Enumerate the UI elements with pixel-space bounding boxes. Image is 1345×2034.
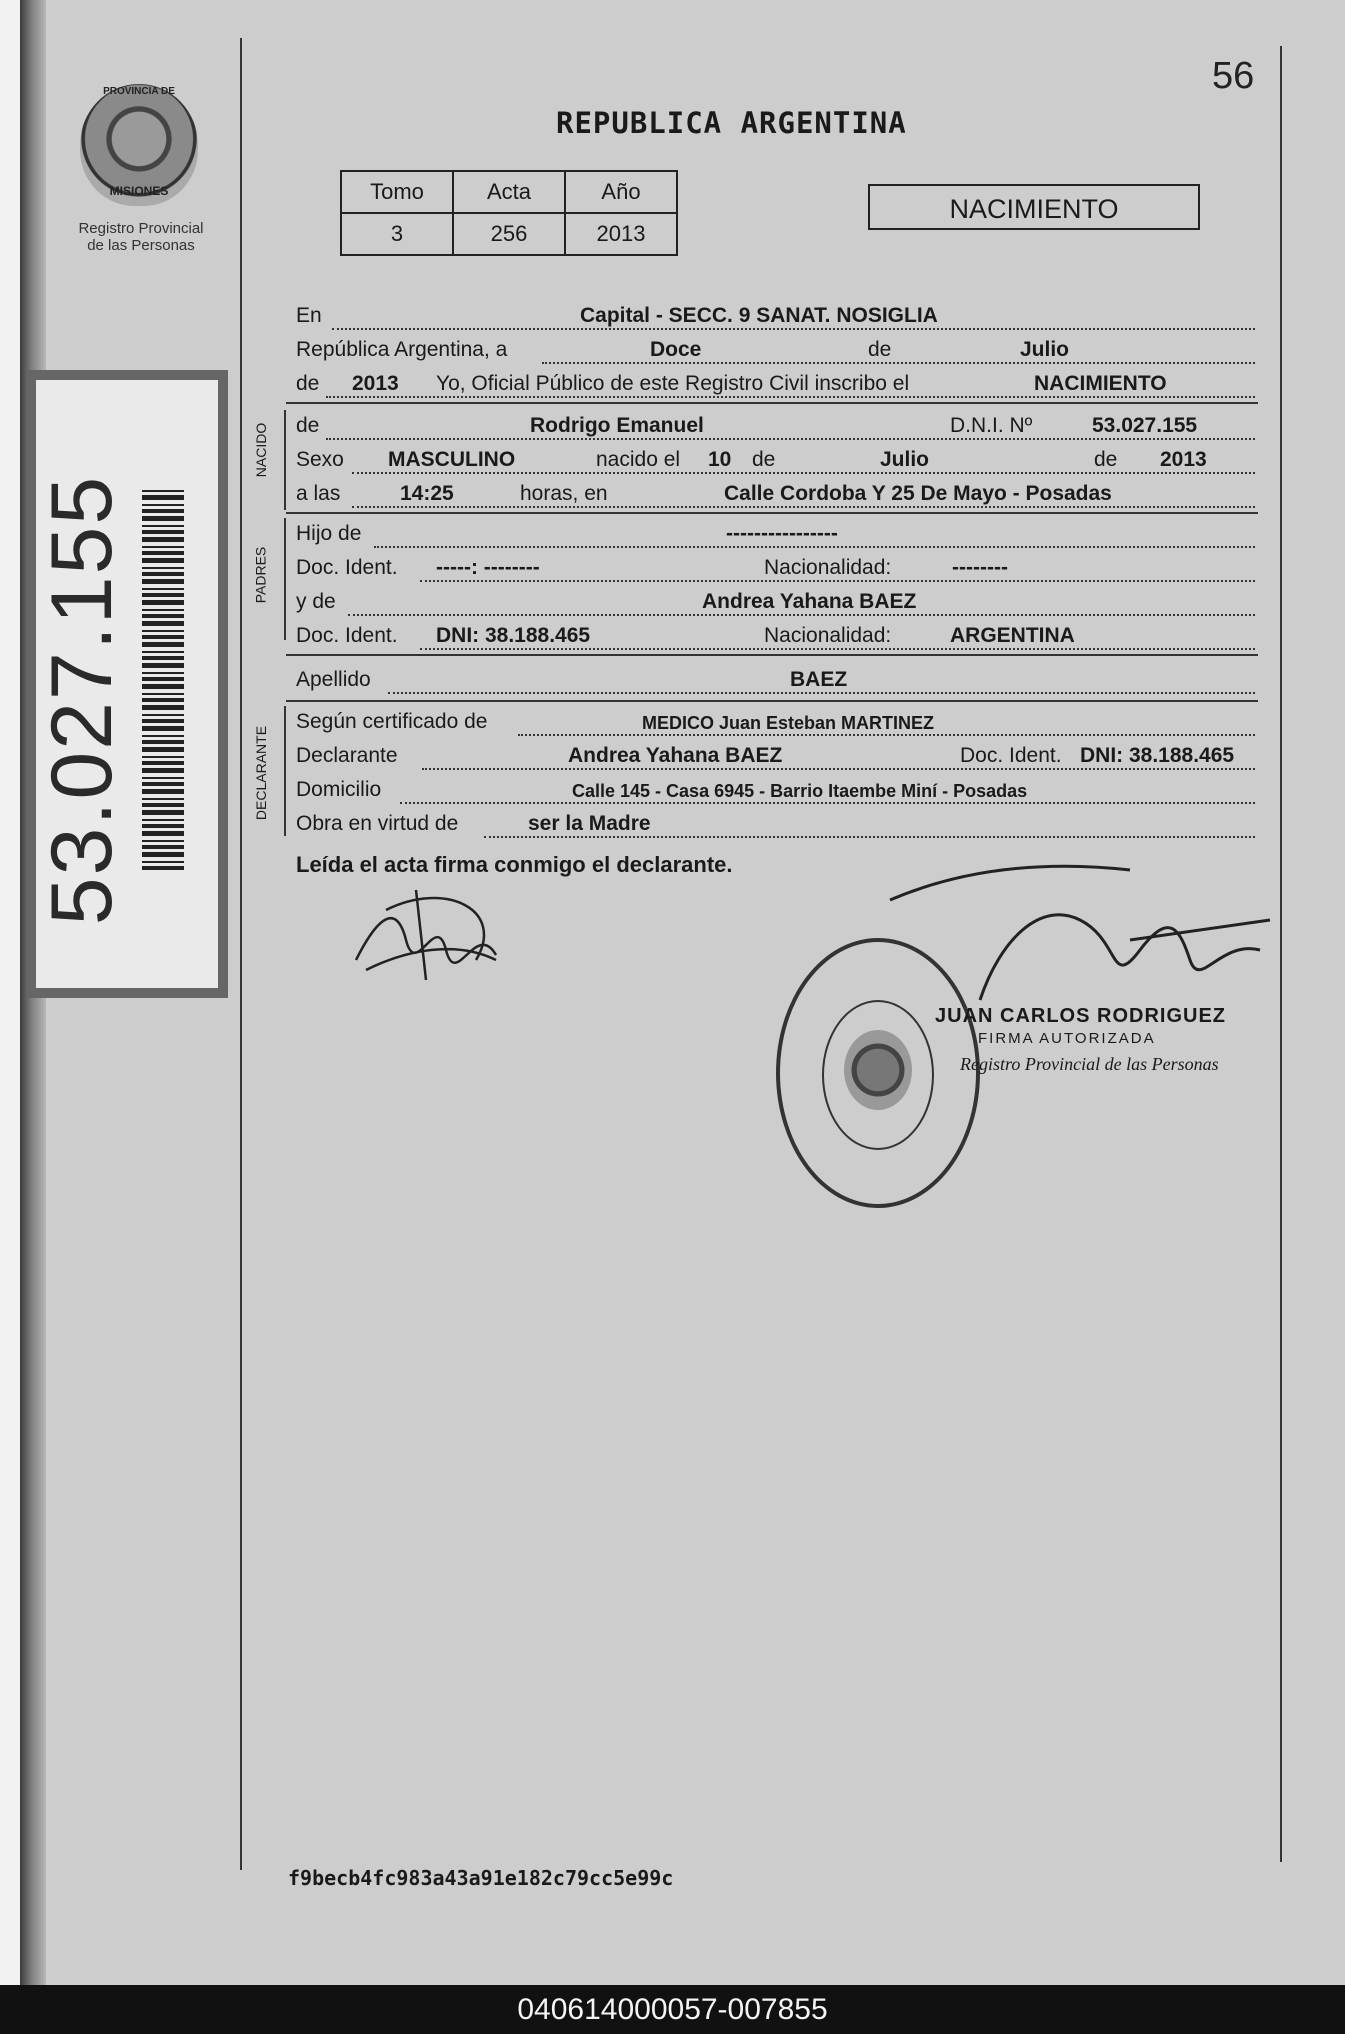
reference-header-tomo: Tomo (341, 171, 453, 213)
value-nacido-mes: Julio (880, 448, 930, 471)
signer-name: JUAN CARLOS RODRIGUEZ (935, 1005, 1227, 1027)
value-mes: Julio (1020, 338, 1070, 361)
right-margin-rule (1280, 46, 1282, 1862)
binding-edge (0, 0, 20, 1985)
value-apellido: BAEZ (790, 668, 848, 691)
value-lugar: Capital - SECC. 9 SANAT. NOSIGLIA (580, 304, 938, 327)
label-sexo: Sexo (296, 448, 344, 471)
label-apellido: Apellido (296, 668, 371, 691)
padres-bracket (284, 518, 286, 640)
label-dni: D.N.I. Nº (950, 414, 1033, 437)
declarante-bracket (284, 706, 286, 836)
row-hora (296, 478, 1255, 508)
reference-table (340, 170, 678, 256)
label-doc-padre: Doc. Ident. (296, 556, 398, 579)
stamp-emblem-icon (844, 1030, 912, 1110)
row-declarante (296, 740, 1255, 770)
value-tipo: NACIMIENTO (1034, 372, 1167, 395)
label-de-nombre: de (296, 414, 320, 437)
logo-caption-line1: Registro Provincial (78, 220, 204, 237)
reference-value-tomo: 3 (341, 213, 453, 255)
logo-caption-line2: de las Personas (87, 237, 195, 254)
row-obra (296, 808, 1255, 838)
label-de-mes: de (868, 338, 892, 361)
row-inscripcion (296, 368, 1255, 398)
row-certificado (296, 706, 1255, 736)
value-sexo: MASCULINO (388, 448, 516, 471)
row-domicilio (296, 774, 1255, 804)
row-lugar (296, 300, 1255, 330)
label-segun: Según certificado de (296, 710, 488, 733)
country-title: REPUBLICA ARGENTINA (556, 106, 907, 140)
value-madre: Andrea Yahana BAEZ (702, 590, 917, 613)
closing-statement: Leída el acta firma conmigo el declarante. (296, 852, 733, 877)
value-dni: 53.027.155 (1092, 414, 1198, 437)
label-en: En (296, 304, 322, 327)
scan-footer-code: 040614000057-007855 (0, 1985, 1345, 2034)
separator-3 (286, 654, 1258, 656)
label-y-de: y de (296, 590, 336, 613)
label-nacido-el: nacido el (596, 448, 681, 471)
label-nacionalidad-padre: Nacionalidad: (764, 556, 892, 579)
label-doc-declarante: Doc. Ident. (960, 744, 1062, 767)
value-hora: 14:25 (400, 482, 454, 505)
reference-value-acta: 256 (453, 213, 565, 255)
value-domicilio: Calle 145 - Casa 6945 - Barrio Itaembe Miní - Posadas (572, 781, 1028, 801)
label-yo: Yo, Oficial Público de este Registro Civil inscribo el (436, 372, 910, 395)
value-padre-nacionalidad: -------- (952, 556, 1008, 579)
declarant-signature (346, 880, 506, 990)
row-sexo (296, 444, 1255, 474)
reference-value-anio: 2013 (565, 213, 677, 255)
signer-organization: Registro Provincial de las Personas (960, 1054, 1219, 1074)
separator-1 (286, 402, 1258, 404)
label-nacionalidad-madre: Nacionalidad: (764, 624, 892, 647)
label-horas-en: horas, en (520, 482, 608, 505)
logo-top-text: PROVINCIA DE (103, 86, 175, 97)
row-fecha (296, 334, 1255, 364)
value-nacido-dia: 10 (708, 448, 732, 471)
label-hijo-de: Hijo de (296, 522, 362, 545)
section-label-nacido: NACIDO (253, 422, 270, 478)
row-apellido (296, 664, 1255, 694)
value-declarante: Andrea Yahana BAEZ (568, 744, 783, 767)
value-padre-doc: -----: -------- (436, 556, 540, 579)
value-dia-letras: Doce (650, 338, 702, 361)
row-padre-doc (296, 552, 1255, 582)
barcode-icon (142, 490, 184, 870)
label-republica: República Argentina, a (296, 338, 508, 361)
value-padre: ---------------- (726, 522, 838, 545)
sticker-number: 53.027.155 (34, 474, 130, 926)
row-madre (296, 586, 1255, 616)
value-lugar-nacimiento: Calle Cordoba Y 25 De Mayo - Posadas (724, 482, 1112, 505)
page-number: 56 (1212, 55, 1255, 97)
separator-2 (286, 512, 1258, 514)
value-nacido-anio: 2013 (1160, 448, 1207, 471)
separator-4 (286, 700, 1258, 702)
reference-header-anio: Año (565, 171, 677, 213)
value-anio: 2013 (352, 372, 399, 395)
label-de-nacido-mes: de (752, 448, 776, 471)
logo-caption (58, 220, 224, 254)
label-a-las: a las (296, 482, 341, 505)
value-obra: ser la Madre (528, 812, 651, 835)
label-declarante: Declarante (296, 744, 398, 767)
signer-role: FIRMA AUTORIZADA (978, 1030, 1156, 1047)
document-type-box: NACIMIENTO (868, 184, 1200, 230)
row-nombre (296, 410, 1255, 440)
value-madre-doc: DNI: 38.188.465 (436, 624, 591, 647)
label-domicilio: Domicilio (296, 778, 382, 801)
nacido-bracket (284, 410, 286, 510)
label-de-anio: de (296, 372, 320, 395)
value-madre-nacionalidad: ARGENTINA (950, 624, 1075, 647)
value-declarante-doc: DNI: 38.188.465 (1080, 744, 1235, 767)
row-madre-doc (296, 620, 1255, 650)
value-certificado: MEDICO Juan Esteban MARTINEZ (642, 713, 935, 733)
reference-header-acta: Acta (453, 171, 565, 213)
label-de-nacido-anio: de (1094, 448, 1118, 471)
label-doc-madre: Doc. Ident. (296, 624, 398, 647)
label-obra: Obra en virtud de (296, 812, 459, 835)
section-label-padres: PADRES (252, 546, 269, 604)
row-padre (296, 518, 1255, 548)
section-label-declarante: DECLARANTE (253, 725, 270, 821)
left-margin-rule (240, 38, 242, 1870)
logo-bottom-text: MISIONES (109, 184, 169, 198)
document-hash: f9becb4fc983a43a91e182c79cc5e99c (288, 1866, 674, 1890)
value-nombre: Rodrigo Emanuel (530, 414, 704, 437)
